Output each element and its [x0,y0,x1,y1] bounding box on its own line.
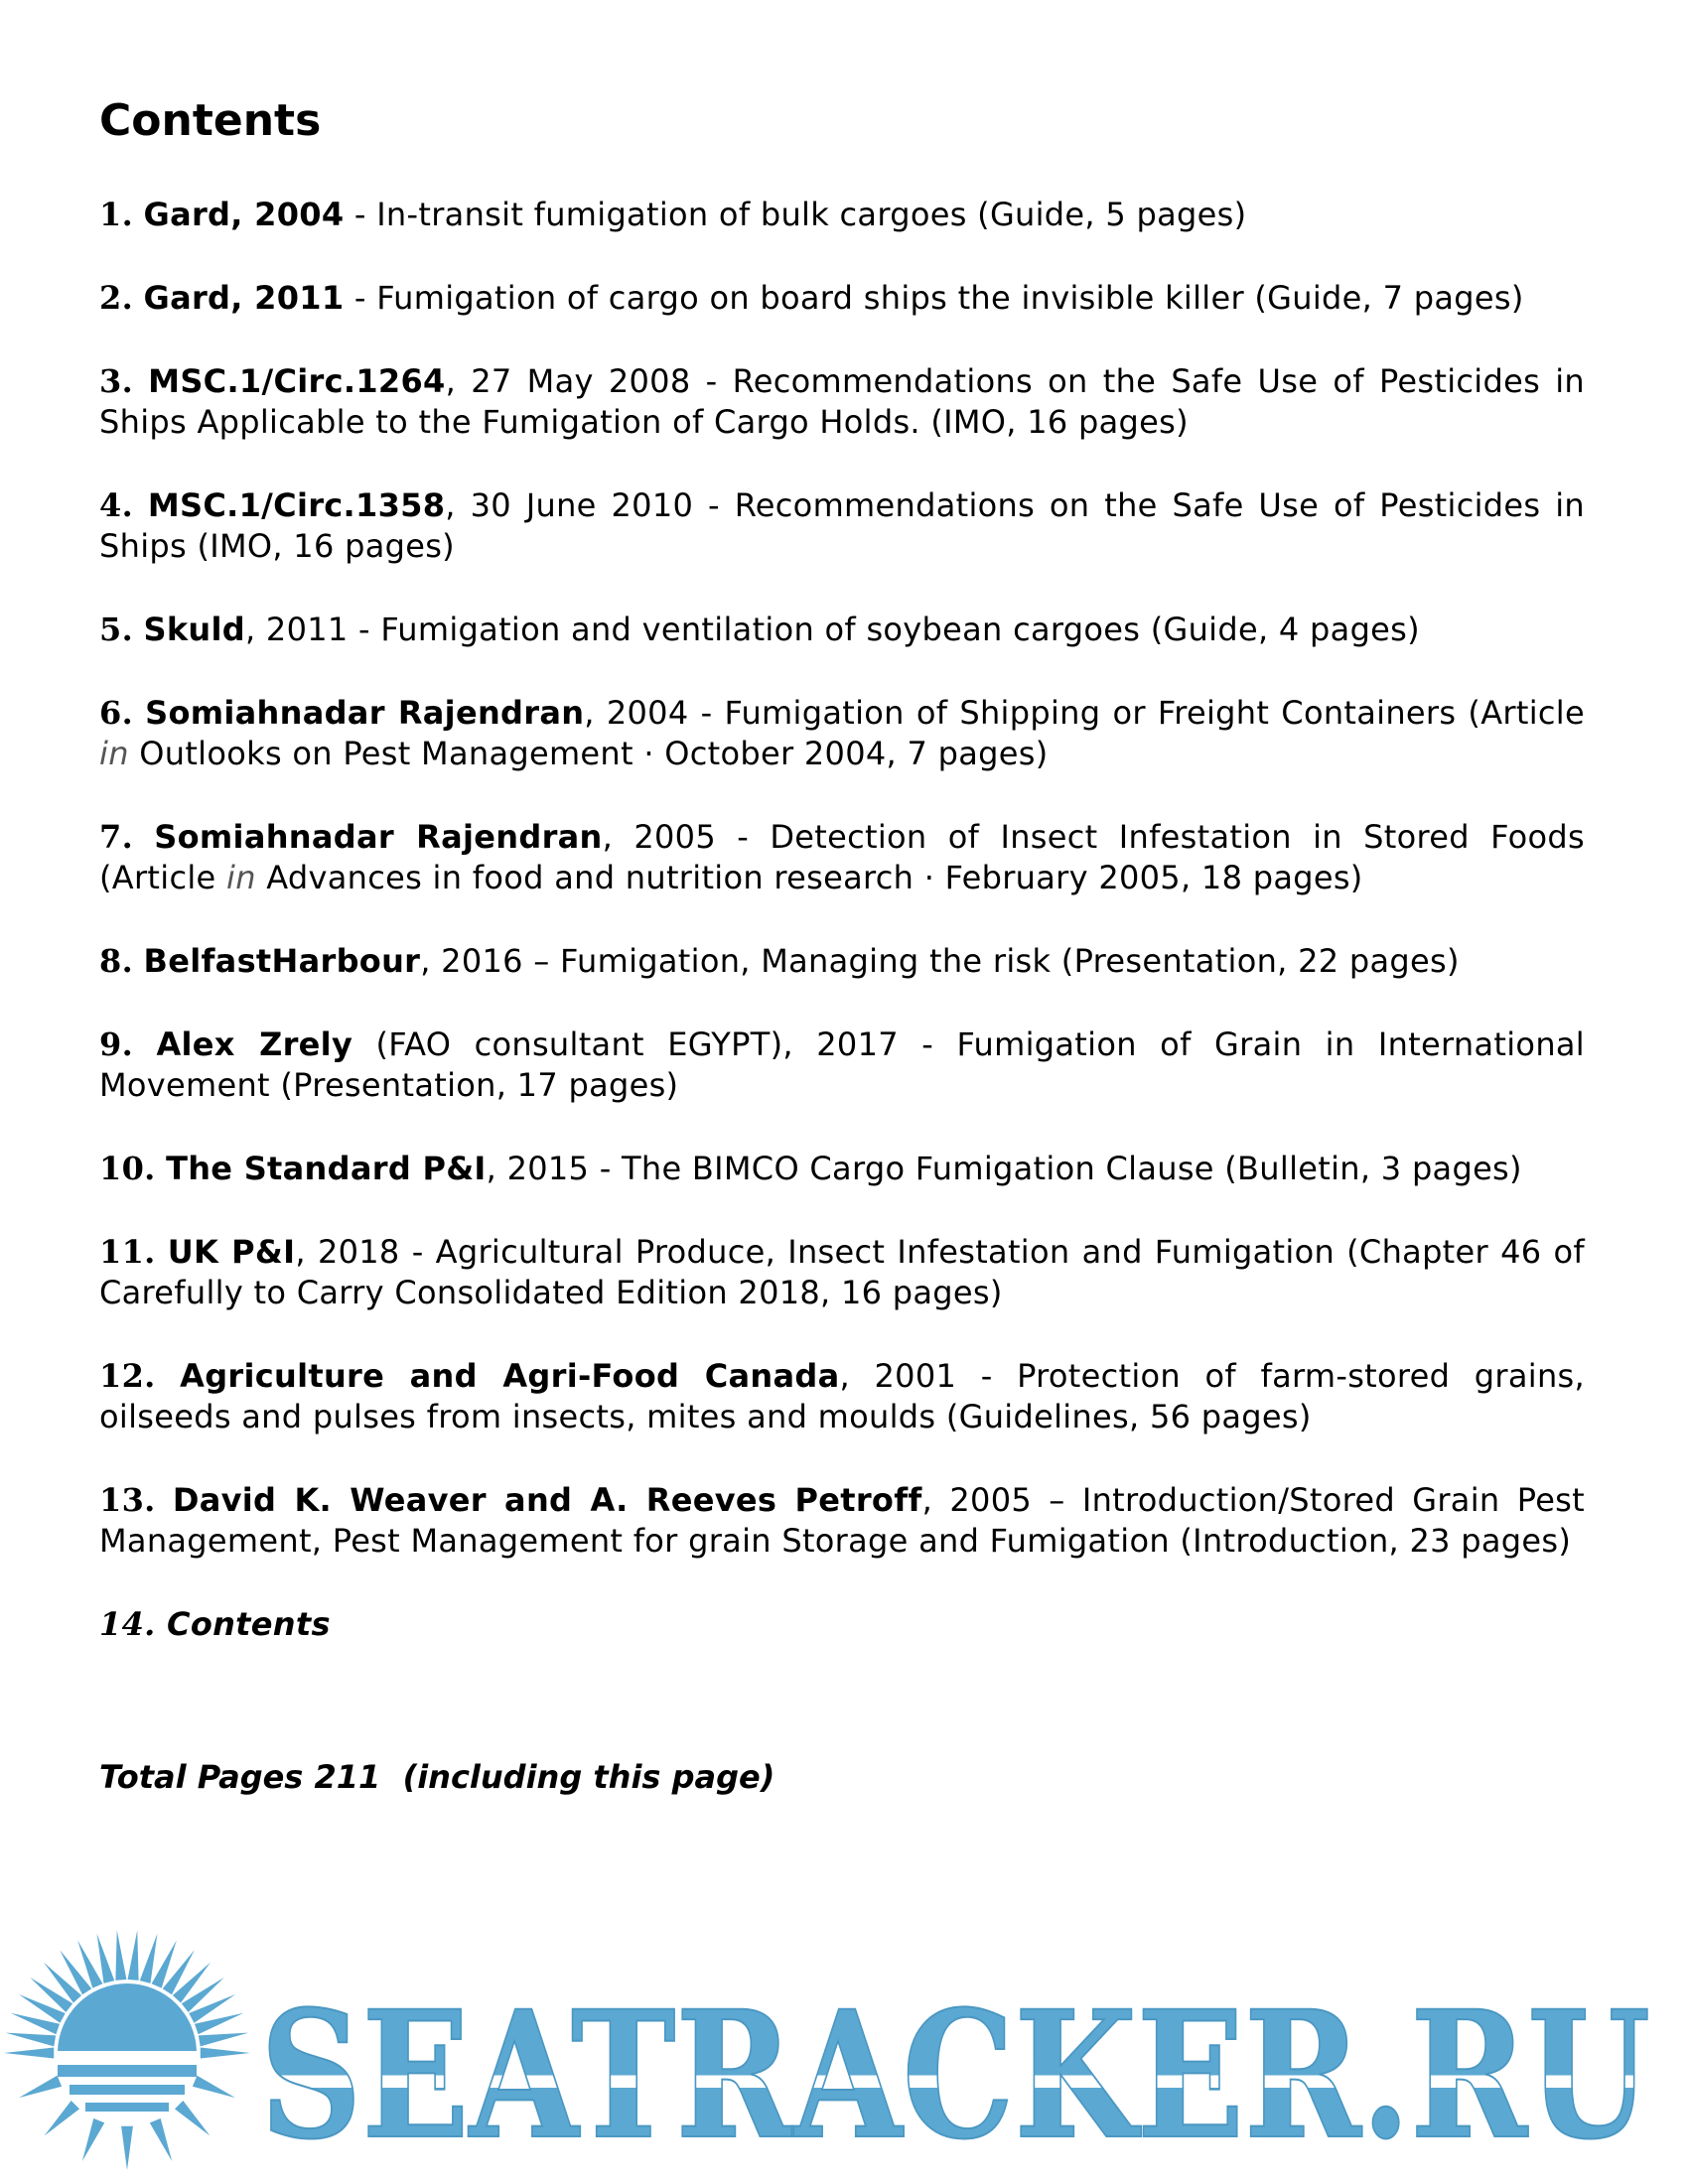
sun-ray [175,2101,210,2135]
item-description: - In-transit fumigation of bulk cargoes (Guide, 5 pages) [344,196,1247,233]
item-author: David K. Weaver and A. Reeves Petroff [172,1481,922,1519]
item-author: Gard, 2011 [143,279,345,317]
item-number: 5. [99,611,134,648]
sun-ray [6,2033,56,2047]
list-item [99,1604,1585,1645]
logo-text: SEATRACKER.RU [260,1973,1650,2178]
seatracker-logo [0,1926,1688,2184]
sun-ray [82,2118,104,2161]
sun-ray [97,1934,115,1983]
item-author: Agriculture and Agri-Food Canada [180,1357,840,1395]
item-description: , 2011 - Fumigation and ventilation of soybean cargoes (Guide, 4 pages) [244,611,1420,648]
sun-ray [4,2047,54,2058]
sun-ray [128,1930,139,1979]
item-description: , 2015 - The BIMCO Cargo Fumigation Clause (Bulletin, 3 pages) [486,1150,1522,1187]
sun-ray [199,2033,248,2047]
item-description: , 2005 – Introduction/Stored Grain Pest Management, Pest Management for grain Storage and Fumigation (Introduction, 23 pages) [99,1481,1585,1560]
item-number: 10. [99,1150,156,1187]
item-description: , 27 May 2008 - Recommendations on the Safe Use of Pesticides in Ships Applicable to the Fumigation of Cargo Holds. (IMO, 16 pages) [99,362,1585,441]
item-description: , 2004 - Fumigation of Shipping or Freight Containers (Article [584,694,1585,732]
item-number: 7. [99,818,134,856]
sun-ray [121,2126,133,2170]
item-author: Gard, 2004 [143,196,345,233]
list-item [99,610,1585,650]
sun-icon [4,1930,250,2170]
list-item [99,941,1585,982]
item-description: , 2005 - Detection of Insect Infestation in Stored Foods (Article [99,818,1585,896]
item-number: 8. [99,942,134,980]
item-number: 2. [99,279,134,317]
item-description: (FAO consultant EGYPT), 2017 - Fumigation of Grain in International Movement (Presentation, 17 pages) [99,1025,1585,1104]
item-number: 3. [99,362,134,400]
sun-ray [44,1963,81,2003]
item-source: Advances in food and nutrition research · February 2005, 18 pages) [255,859,1363,896]
item-author: Somiahnadar Rajendran [145,694,585,732]
item-author: BelfastHarbour [143,942,421,980]
item-description: - Fumigation of cargo on board ships the invisible killer (Guide, 7 pages) [344,279,1524,317]
item-description: , 30 June 2010 - Recommendations on the Safe Use of Pesticides in Ships (IMO, 16 pages) [99,486,1585,565]
item-number: 14. [99,1605,156,1643]
item-description: , 2018 - Agricultural Produce, Insect Infestation and Fumigation (Chapter 46 of Carefully to Carry Consolidated Edition 2018, 16 pages) [99,1233,1585,1311]
sun-ray [173,1963,211,2003]
item-author: The Standard P&I [166,1150,487,1187]
sun-ray [201,2047,250,2058]
in-word: in [99,735,129,772]
list-item [99,361,1585,443]
total-pages: Total Pages 211 (including this page) [99,1758,775,1796]
item-author: MSC.1/Circ.1358 [147,486,446,524]
sun-ray [140,1934,158,1983]
sun-ray [150,2118,172,2161]
list-item [99,485,1585,567]
item-description: , 2001 - Protection of farm-stored grains, oilseeds and pulses from insects, mites and moulds (Guidelines, 56 pages) [99,1357,1585,1435]
sun-ray [45,2101,79,2135]
item-author: UK P&I [167,1233,296,1271]
item-number: 11. [99,1233,156,1271]
list-item [99,1024,1585,1106]
item-number: 4. [99,486,134,524]
sun-ray [193,2076,235,2098]
in-word: in [226,859,256,896]
sun-ray [19,2076,62,2098]
item-label: Contents [167,1605,331,1643]
item-author: Alex Zrely [156,1025,353,1063]
list-item [99,1149,1585,1189]
item-number: 6. [99,694,134,732]
list-item [99,1480,1585,1562]
item-author: Skuld [143,611,245,648]
item-number: 12. [99,1357,156,1395]
list-item [99,693,1585,774]
sun-ray [115,1930,126,1979]
list-item [99,278,1585,319]
item-author: Somiahnadar Rajendran [154,818,603,856]
list-item [99,195,1585,235]
item-number: 9. [99,1025,134,1063]
page-title: Contents [99,95,322,146]
list-item [99,1232,1585,1313]
item-description: , 2016 – Fumigation, Managing the risk (Presentation, 22 pages) [420,942,1460,980]
item-number: 1. [99,196,134,233]
item-author: MSC.1/Circ.1264 [148,362,446,400]
item-source: Outlooks on Pest Management · October 2004, 7 pages) [128,735,1049,772]
list-item [99,817,1585,898]
list-item [99,1356,1585,1437]
item-number: 13. [99,1481,156,1519]
contents-list [99,195,1585,1645]
